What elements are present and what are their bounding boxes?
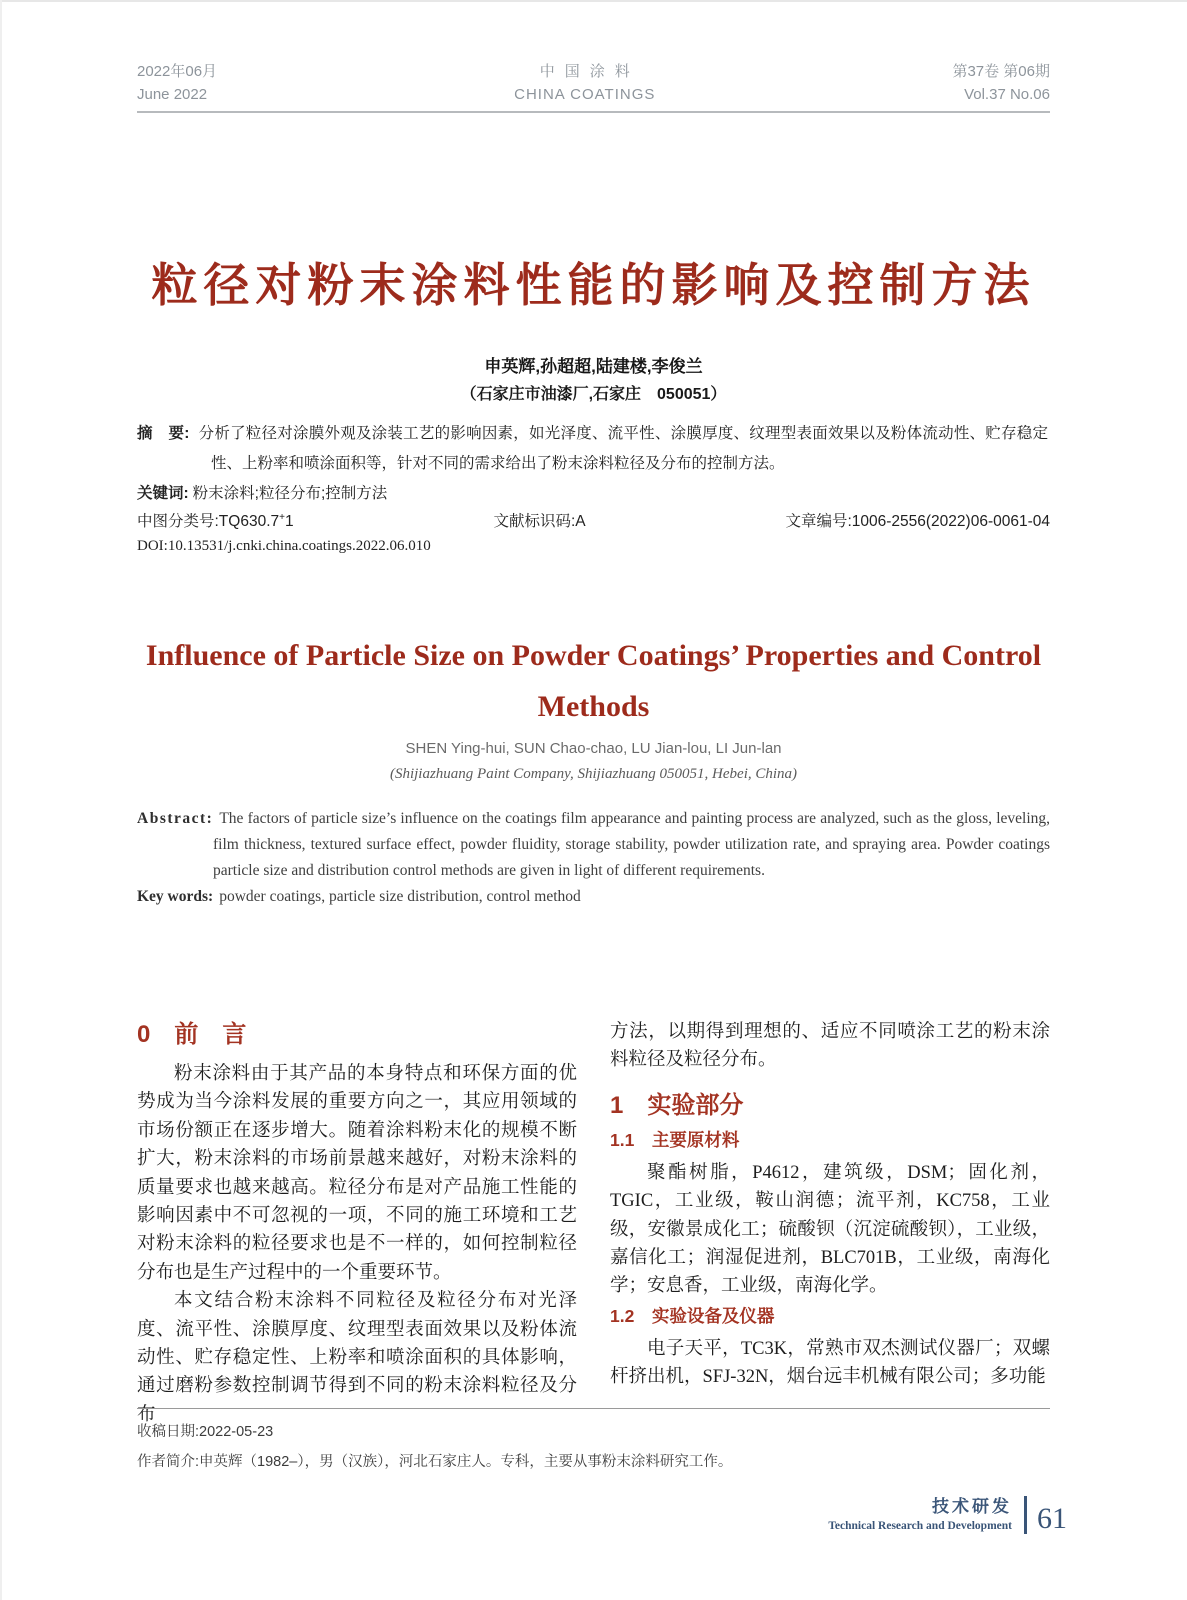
right-column bbox=[610, 1018, 1050, 1429]
abstract-cn-label: 摘 要: bbox=[137, 425, 190, 442]
abstract-cn bbox=[137, 419, 1050, 479]
clc-number bbox=[137, 509, 294, 531]
header-journal-name bbox=[514, 60, 655, 106]
paragraph: 电子天平，TC3K，常熟市双杰测试仪器厂；双螺杆挤出机，SFJ-32N，烟台远丰机械有限公司；多功能 bbox=[610, 1338, 1050, 1388]
document-code: 文献标识码:A bbox=[493, 513, 586, 530]
received-date: 收稿日期:2022-05-23 bbox=[137, 1424, 274, 1440]
affiliation-cn: （石家庄市油漆厂,石家庄 050051） bbox=[460, 386, 727, 403]
header-volume-issue bbox=[952, 60, 1050, 106]
abstract-cn-text: 分析了粒径对涂膜外观及涂装工艺的影响因素，如光泽度、流平性、涂膜厚度、纹理型表面效果以及粉体流动性、贮存稳定性、上粉率和喷涂面积等，针对不同的需求给出了粉末涂料粒径及分布的控制方法。 bbox=[198, 425, 1048, 472]
column-name-cn: 技术研发 bbox=[932, 1497, 1012, 1516]
header-issue-cn: 第37卷 第06期 bbox=[952, 63, 1050, 80]
paragraph: 聚酯树脂，P4612，建筑级，DSM；固化剂，TGIC，工业级，鞍山润德；流平剂，KC758，工业级，安徽景成化工；硫酸钡（沉淀硫酸钡），工业级，嘉信化工；润湿促进剂，BLC701B，工业级，南海化学；安息香，工业级，南海化学。 bbox=[610, 1162, 1050, 1297]
abstract-en-text: The factors of particle size’s influence on the coatings film appearance and painting process are analyzed, such as the gloss, leveling, film thickness, textured surface effect, powder fluidity, storage stability, powder utilization rate, and spraying area. Powder coatings particle size and distribution control methods are given in light of different requirements. bbox=[213, 810, 1050, 879]
author-bio: 作者简介:申英辉（1982–），男（汉族），河北石家庄人。专科，主要从事粉末涂料研究工作。 bbox=[137, 1454, 733, 1470]
header-issue-en: Vol.37 No.06 bbox=[964, 86, 1050, 103]
article-title-en: Influence of Particle Size on Powder Coatings’ Properties and Control Methods bbox=[145, 639, 1042, 723]
authors-cn: 申英辉,孙超超,陆建楼,李俊兰 bbox=[484, 357, 703, 376]
column-name bbox=[828, 1496, 1027, 1534]
article-title-cn: 粒径对粉末涂料性能的影响及控制方法 bbox=[151, 259, 1036, 311]
article-number: 文章编号:1006-2556(2022)06-0061-04 bbox=[785, 513, 1050, 530]
paragraph: 本文结合粉末涂料不同粒径及粒径分布对光泽度、流平性、涂膜厚度、纹理型表面效果以及粉体流动性、贮存稳定性、上粉率和喷涂面积的具体影响，通过磨粉参数控制调节得到不同的粉末涂料粒径及分布 bbox=[137, 1291, 577, 1425]
classification-row bbox=[137, 509, 1050, 531]
section-heading-1: 1 实验部分 bbox=[610, 1091, 744, 1119]
header-date-en: June 2022 bbox=[137, 86, 208, 103]
section-heading-0: 0 前 言 bbox=[137, 1021, 247, 1048]
scan-edge-left bbox=[0, 0, 2, 1600]
keywords-en-label: Key words: bbox=[137, 888, 214, 905]
header-date-cn: 2022年06月 bbox=[137, 63, 218, 80]
clc-tail: 1 bbox=[284, 513, 294, 530]
keywords-cn-text: 粉末涂料;粒径分布;控制方法 bbox=[192, 485, 388, 502]
scan-edge-top bbox=[0, 0, 1187, 2]
clc-superscript: + bbox=[279, 511, 285, 523]
left-column bbox=[137, 1018, 577, 1429]
abstract-en-label: Abstract: bbox=[137, 810, 214, 827]
subsection-heading-1-2: 1.2 实验设备及仪器 bbox=[610, 1305, 775, 1326]
paragraph: 粉末涂料由于其产品的本身特点和环保方面的优势成为当今涂料发展的重要方向之一，其应用领域的市场份额正在逐步增大。随着涂料粉末化的规模不断扩大，粉末涂料的市场前景越来越好，对粉末涂料的质量要求也越来越高。粒径分布是对产品施工性能的影响因素中不可忽视的一项，不同的施工环境和工艺对粉末涂料的粒径要求也是不一样的，如何控制粒径分布也是生产过程中的一个重要环节。 bbox=[137, 1064, 577, 1283]
column-name-en: Technical Research and Development bbox=[828, 1520, 1012, 1532]
keywords-en-text: powder coatings, particle size distribution, control method bbox=[219, 888, 581, 905]
footnote bbox=[137, 1408, 1050, 1477]
authors-en: SHEN Ying-hui, SUN Chao-chao, LU Jian-lou, LI Jun-lan bbox=[405, 740, 782, 757]
keywords-en bbox=[137, 884, 1050, 910]
affiliation-en: (Shijiazhuang Paint Company, Shijiazhuang 050051, Hebei, China) bbox=[389, 766, 798, 782]
clc-prefix: 中图分类号:TQ630.7 bbox=[137, 513, 280, 530]
body-columns bbox=[137, 1018, 1050, 1429]
header-journal-cn: 中国涂料 bbox=[539, 63, 640, 80]
doi: DOI:10.13531/j.cnki.china.coatings.2022.06.010 bbox=[137, 538, 431, 554]
keywords-cn-label: 关键词: bbox=[137, 485, 189, 502]
abstract-en bbox=[137, 806, 1050, 884]
paragraph-continuation: 方法，以期得到理想的、适应不同喷涂工艺的粉末涂料粒径及粒径分布。 bbox=[610, 1022, 1050, 1071]
english-abstract-block bbox=[137, 806, 1050, 910]
page-tag bbox=[828, 1496, 1067, 1534]
header-issue-date bbox=[137, 60, 217, 106]
keywords-cn bbox=[137, 481, 1050, 503]
subsection-heading-1-1: 1.1 主要原材料 bbox=[610, 1129, 740, 1150]
header-journal-en: CHINA COATINGS bbox=[514, 86, 656, 103]
page-header bbox=[137, 60, 1050, 113]
page-number: 61 bbox=[1037, 1502, 1067, 1535]
